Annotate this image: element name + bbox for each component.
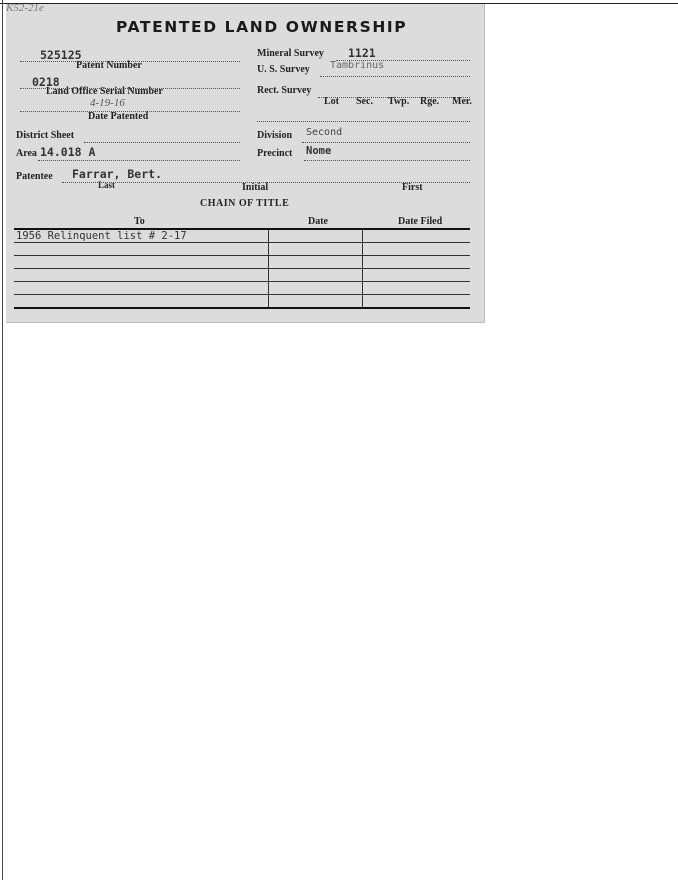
patentee-value: Farrar, Bert. [72, 167, 163, 181]
chain-of-title-heading: CHAIN OF TITLE [200, 198, 290, 209]
table-header-filed: Date Filed [398, 216, 443, 227]
division-label: Division [257, 130, 293, 141]
precinct-label: Precinct [257, 148, 293, 159]
rect-col-twp: Twp. [388, 96, 410, 107]
division-line [302, 142, 470, 143]
table-header-to: To [134, 216, 145, 227]
serial-number-label: Land Office Serial Number [46, 86, 163, 97]
rect-col-sec: Sec. [356, 96, 373, 107]
patentee-sub-first: First [402, 182, 423, 193]
us-survey-line [320, 76, 470, 77]
mineral-survey-label: Mineral Survey [257, 48, 324, 59]
mineral-survey-value: 1121 [348, 46, 376, 60]
area-value: 14.018 A [40, 145, 96, 159]
table-row-1-to: 1956 Relinquent list # 2-17 [16, 230, 187, 242]
rect-survey-detail-line [257, 121, 470, 122]
table-bottom-rule [14, 307, 470, 309]
table-header-date: Date [308, 216, 328, 227]
division-value: Second [306, 127, 343, 138]
rect-col-mer: Mer. [452, 96, 472, 107]
patent-number-label: Patent Number [76, 60, 142, 71]
patentee-sub-initial: Initial [242, 182, 269, 193]
table-row-line-4 [14, 281, 470, 282]
table-row-line-3 [14, 268, 470, 269]
us-survey-value: Tambrinus [330, 60, 385, 71]
table-row-line-2 [14, 255, 470, 256]
card-title: PATENTED LAND OWNERSHIP [116, 18, 408, 36]
patent-number-value: 525125 [40, 48, 82, 62]
area-line [38, 160, 240, 161]
precinct-value: Nome [306, 145, 332, 157]
date-patented-label: Date Patented [88, 111, 149, 122]
patentee-sub-last: Last [98, 180, 116, 190]
rect-col-rge: Rge. [420, 96, 440, 107]
patentee-label: Patentee [16, 171, 53, 182]
rect-survey-label: Rect. Survey [257, 85, 312, 96]
rect-col-lot: Lot [324, 96, 339, 107]
us-survey-label: U. S. Survey [257, 64, 310, 75]
land-ownership-card [6, 4, 485, 323]
table-row-line-1 [14, 242, 470, 243]
serial-number-value: 0218 [32, 75, 60, 89]
page-left-edge [2, 0, 3, 880]
area-label: Area [16, 148, 37, 159]
table-row-line-5 [14, 294, 470, 295]
corner-note: K52-21e [6, 2, 44, 14]
precinct-line [304, 160, 470, 161]
district-sheet-line [84, 142, 240, 143]
date-patented-value: 4-19-16 [90, 97, 125, 109]
district-sheet-label: District Sheet [16, 130, 75, 141]
